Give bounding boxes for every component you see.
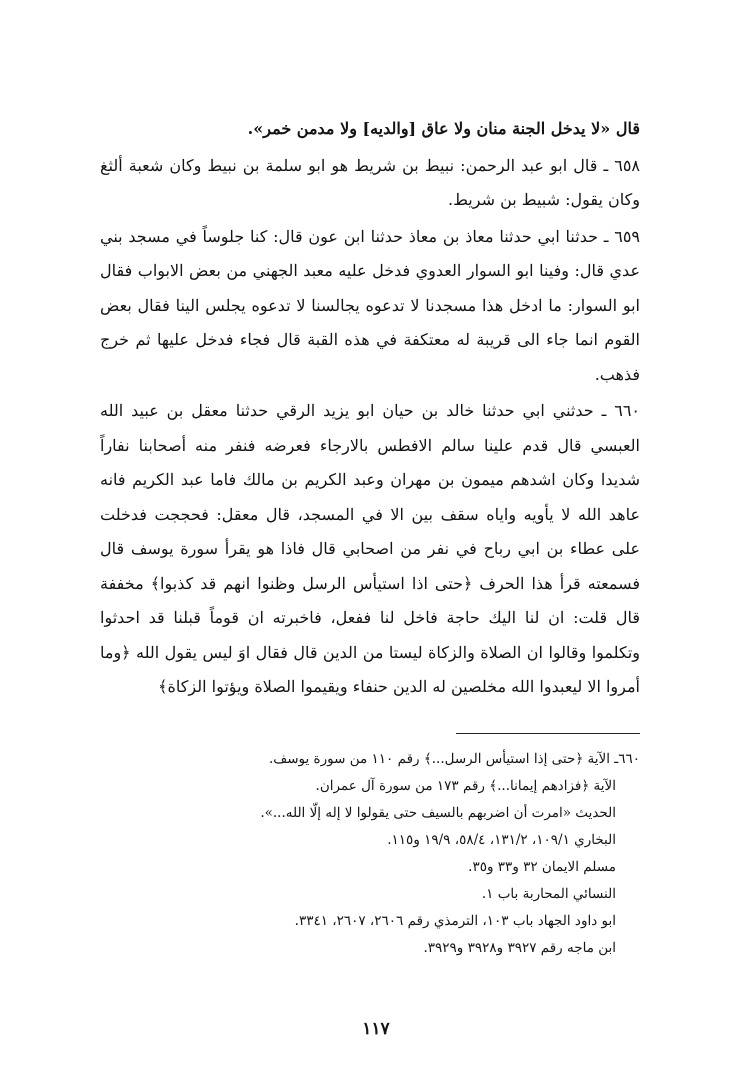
footnote-line: ابن ماجه رقم ٣٩٢٧ و٣٩٢٨ و٣٩٢٩.: [423, 940, 616, 956]
main-text: [100, 112, 640, 705]
footnote-line: النسائي المحاربة باب ١.: [481, 886, 616, 902]
page-number: ١١٧: [362, 1019, 390, 1039]
paragraph-hadith-end: قال «لا يدخل الجنة منان ولا عاق [والديه] ولا مدمن خمر».: [247, 119, 640, 138]
footnote-line: البخاري ١٠٩/١، ١٣١/٢، ٥٨/٤، ١٩/٩ و١١٥.: [387, 832, 616, 848]
footnote-line: الحديث «امرت أن اضربهم بالسيف حتى يقولوا لا إله إلّا الله...».: [260, 805, 616, 821]
footnote-line: ٦٦٠ـ الآية ﴿حتى إذا استيأس الرسل...﴾ رقم ١١٠ من سورة يوسف.: [268, 751, 640, 767]
footnote-line: مسلم الايمان ٣٢ و٣٣ و٣٥.: [468, 859, 616, 875]
footnote-line: ابو داود الجهاد باب ١٠٣، الترمذي رقم ٢٦٠٦، ٢٦٠٧، ٣٣٤١.: [294, 913, 616, 929]
footnote-separator: [456, 733, 640, 734]
footnotes: [130, 733, 640, 962]
paragraph-659: ٦٥٩ ـ حدثنا ابي حدثنا معاذ بن معاذ حدثنا ابن عون قال: كنا جلوساً في مسجد بني عدي قال: وفينا ابو السوار العدوي فدخل عليه معبد الجهني من بعض الابواب فقال ابو السوار: ما ادخل هذا مسجدنا لا تدعوه يجالسنا لا تدعوه يجلس الينا فقال بعض القوم انما جاء الى قريبة له معتكفة في هذه القبة قال فجاء فدخل عليها ثم خرج فذهب.: [100, 226, 640, 384]
paragraph-658: ٦٥٨ ـ قال ابو عبد الرحمن: نبيط بن شريط هو ابو سلمة بن نبيط وكان شعبة ألثغ وكان يقول: شبيط بن شريط.: [100, 155, 640, 209]
footnote-line: الآية ﴿فزادهم إيمانا...﴾ رقم ١٧٣ من سورة آل عمران.: [315, 778, 616, 794]
paragraph-660: ٦٦٠ ـ حدثني ابي حدثنا خالد بن حيان ابو يزيد الرقي حدثنا معقل بن عبيد الله العبسي قال قدم علينا سالم الافطس بالارجاء فعرضه فنفر منه أصحابنا نفاراً شديدا وكان اشدهم ميمون بن مهران وعبد الكريم بن مالك فاما عبد الكريم فانه عاهد الله لا يأويه واياه سقف بين الا في المسجد، قال معقل: فحججت فدخلت على عطاء بن ابي رباح في نفر من اصحابي قال فاذا هو يقرأ سورة يوسف قال فسمعته قرأ هذا الحرف ﴿حتى اذا استيأس الرسل وظنوا انهم قد كذبوا﴾ مخففة قال قلت: ان لنا اليك حاجة فاخل لنا ففعل، فاخبرته ان قوماً قبلنا قد احدثوا وتكلموا وقالوا ان الصلاة والزكاة ليستا من الدين قال فقال اوَ ليس يقول الله ﴿وما أمروا الا ليعبدوا الله مخلصين له الدين حنفاء ويقيموا الصلاة ويؤتوا الزكاة﴾: [100, 401, 640, 696]
